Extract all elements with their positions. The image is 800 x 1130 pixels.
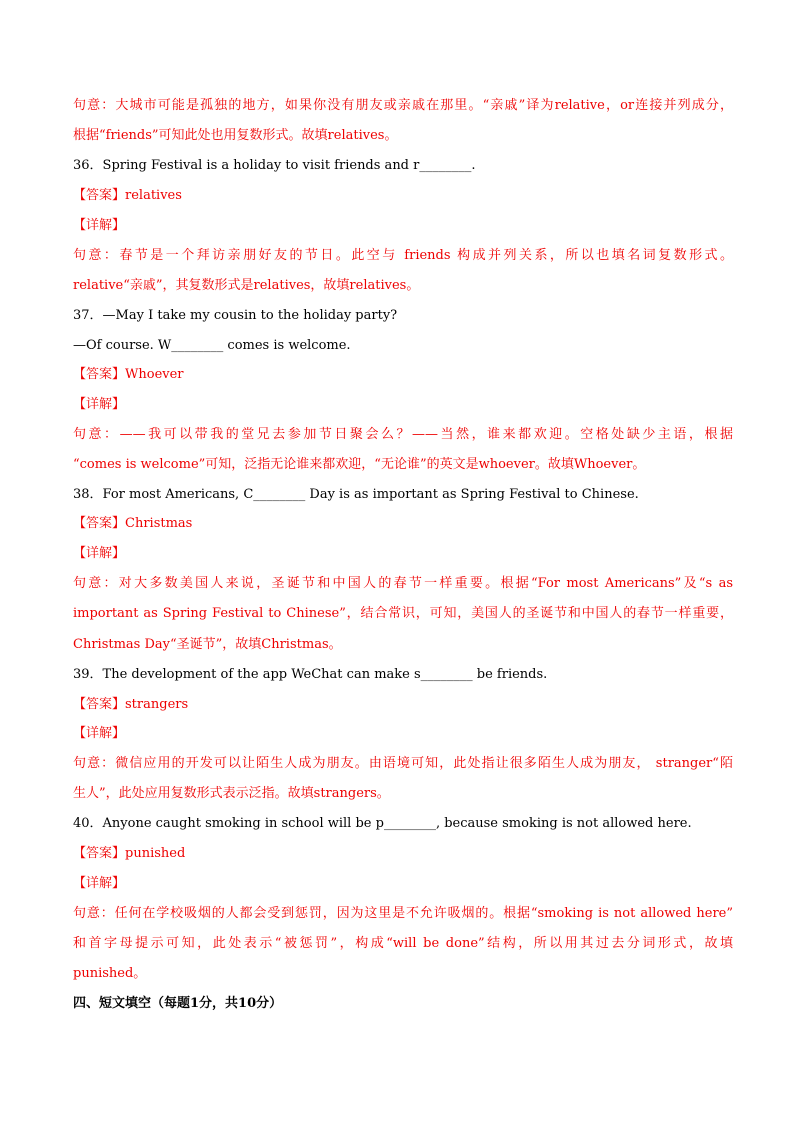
question-38: 38．For most Americans, C________ Day is as important as Spring Festival to Chinese. <box>73 487 639 502</box>
explanation-38-line-3: Christmas Day“圣诞节”，故填Christmas。 <box>73 637 342 652</box>
question-40: 40．Anyone caught smoking in school will be p________, because smoking is not allowed here. <box>73 816 692 831</box>
explanation-40-line-1: 句意：任何在学校吸烟的人都会受到惩罚，因为这里是不允许吸烟的。根据“smoking is not allowed here” <box>73 906 733 921</box>
answer-label: 【答案】 <box>73 367 126 382</box>
answer-38 <box>73 515 192 533</box>
question-39: 39．The development of the app WeChat can make s________ be friends. <box>73 667 548 682</box>
detail-label-40: 【详解】 <box>73 876 126 891</box>
answer-39 <box>73 696 188 714</box>
question-37-line-1: 37．—May I take my cousin to the holiday party? <box>73 308 398 323</box>
answer-label: 【答案】 <box>73 188 126 203</box>
explanation-38-line-2: important as Spring Festival to Chinese”，结合常识，可知，美国人的圣诞节和中国人的春节一样重要， <box>73 606 733 621</box>
question-37-line-2: —Of course. W________ comes is welcome. <box>73 338 351 353</box>
explanation-39-line-2: 生人”，此处应用复数形式表示泛指。故填strangers。 <box>73 786 390 801</box>
detail-label-38: 【详解】 <box>73 546 126 561</box>
answer-value: Whoever <box>125 367 184 382</box>
answer-37 <box>73 366 184 384</box>
explanation-38-line-1: 句意：对大多数美国人来说，圣诞节和中国人的春节一样重要。根据“For most Americans”及“s as <box>73 576 733 591</box>
intro-explanation-line-1: 句意：大城市可能是孤独的地方，如果你没有朋友或亲戚在那里。“亲戚”译为relative，or连接并列成分， <box>73 98 733 113</box>
explanation-36-line-2: relative“亲戚”，其复数形式是relatives，故填relatives。 <box>73 278 420 293</box>
answer-label: 【答案】 <box>73 846 126 861</box>
answer-value: punished <box>125 846 186 861</box>
answer-value: strangers <box>125 697 189 712</box>
answer-40 <box>73 845 185 863</box>
intro-explanation-line-2: 根据“friends”可知此处也用复数形式。故填relatives。 <box>73 128 398 143</box>
question-36: 36．Spring Festival is a holiday to visit friends and r________. <box>73 158 476 173</box>
detail-label-39: 【详解】 <box>73 726 126 741</box>
explanation-37-line-1: 句意：——我可以带我的堂兄去参加节日聚会么？——当然，谁来都欢迎。空格处缺少主语，根据 <box>73 427 733 442</box>
answer-label: 【答案】 <box>73 697 126 712</box>
explanation-40-line-2: 和首字母提示可知，此处表示“被惩罚”，构成“will be done”结构，所以用其过去分词形式，故填 <box>73 936 733 951</box>
detail-label-36: 【详解】 <box>73 218 126 233</box>
answer-36 <box>73 187 182 205</box>
explanation-40-line-3: punished。 <box>73 966 147 981</box>
answer-value: relatives <box>125 188 182 203</box>
explanation-36-line-1: 句意：春节是一个拜访亲朋好友的节日。此空与 friends 构成并列关系，所以也填名词复数形式。 <box>73 248 733 263</box>
explanation-37-line-2: “comes is welcome”可知，泛指无论谁来都欢迎，“无论谁”的英文是whoever。故填Whoever。 <box>73 457 646 472</box>
answer-value: Christmas <box>125 516 193 531</box>
section-heading: 四、短文填空（每题1分，共10分） <box>73 996 283 1011</box>
answer-label: 【答案】 <box>73 516 126 531</box>
explanation-39-line-1: 句意：微信应用的开发可以让陌生人成为朋友。由语境可知，此处指让很多陌生人成为朋友， stranger“陌 <box>73 756 733 771</box>
detail-label-37: 【详解】 <box>73 397 126 412</box>
